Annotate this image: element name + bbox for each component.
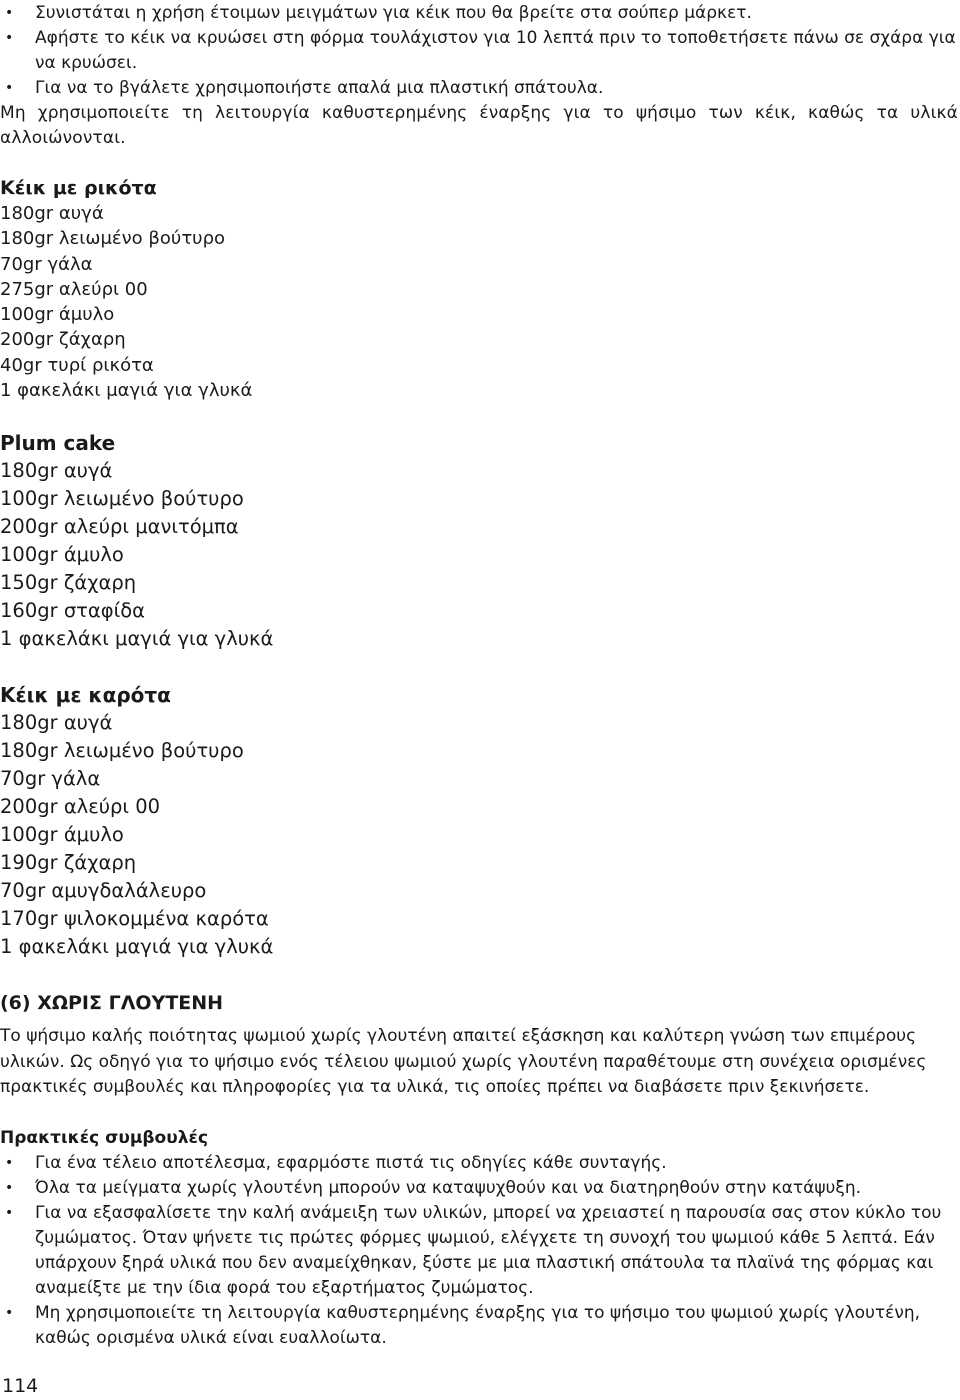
list-item: • Μη χρησιμοποιείτε τη λειτουργία καθυστερημένης έναρξης για το ψήσιμο του ψωμιού χωρίς γλουτένη, καθώς ορισμένα υλικά είναι ευαλλοίωτα.	[0, 1301, 958, 1351]
practical-tips-list	[0, 1151, 958, 1351]
ingredient-item: 70gr γάλα	[0, 767, 101, 790]
list-item: • Όλα τα μείγματα χωρίς γλουτένη μπορούν να καταψυχθούν και να διατηρηθούν στην κατάψυξη.	[0, 1176, 958, 1201]
recipe-title: Plum cake	[0, 431, 116, 455]
ingredient-item: 1 φακελάκι μαγιά για γλυκά	[0, 380, 253, 402]
section-intro: Το ψήσιμο καλής ποιότητας ψωμιού χωρίς γλουτένη απαιτεί εξάσκηση και καλύτερη γνώση των επιμέρους υλικών. Ως οδηγό για το ψήσιμο ενός τέλειου ψωμιού χωρίς γλουτένη παραθέτουμε στη συνέχεια ορισμένες πρακτικές συμβουλές και πληροφορίες για τα υλικά, τις οποίες πρέπει να διαβάσετε πριν ξεκινήσετε.	[0, 1026, 927, 1097]
ingredient-item: 150gr ζάχαρη	[0, 571, 137, 594]
list-item: • Αφήστε το κέικ να κρυώσει στη φόρμα τουλάχιστον για 10 λεπτά πριν το τοποθετήσετε πάνω σε σχάρα για να κρυώσει.	[0, 26, 958, 76]
ingredient-item: 200gr αλεύρι μανιτόμπα	[0, 515, 239, 538]
ingredient-item: 100gr άμυλο	[0, 823, 124, 846]
ingredient-item: 100gr λειωμένο βούτυρο	[0, 487, 244, 510]
list-item: • Για να το βγάλετε χρησιμοποιήστε απαλά μια πλαστική σπάτουλα.	[0, 76, 958, 101]
list-item: • Για να εξασφαλίσετε την καλή ανάμειξη των υλικών, μπορεί να χρειαστεί η παρουσία σας στον κύκλο του ζυμώματος. Όταν ψήνετε τις πρώτες φόρμες ψωμιού, ελέγχετε τη συνοχή του ψωμιού κάθε 5 λεπτά. Εάν υπάρχουν ξηρά υλικά που δεν αναμείχθηκαν, ξύστε με μια πλαστική σπάτουλα τα πλαϊνά της φόρμας και αναμείξτε με την ίδια φορά του εξαρτήματος ζυμώματος.	[0, 1201, 958, 1301]
ingredient-item: 200gr αλεύρι 00	[0, 795, 161, 818]
ingredient-item: 180gr αυγά	[0, 203, 104, 224]
ingredient-item: 70gr γάλα	[0, 253, 93, 275]
ingredient-item: 40gr τυρί ρικότα	[0, 354, 154, 376]
recipe-carrot-cake	[0, 681, 600, 961]
section-title: (6) ΧΩΡΙΣ ΓΛΟΥΤΕΝΗ	[0, 992, 224, 1014]
tips-heading: Πρακτικές συμβουλές	[0, 1128, 209, 1148]
ingredient-item: 1 φακελάκι μαγιά για γλυκά	[0, 935, 274, 958]
recipe-title: Κέικ με καρότα	[0, 683, 171, 707]
recipe-plum-cake	[0, 429, 600, 653]
recipe-ricotta-cake	[0, 175, 600, 403]
ingredient-item: 100gr άμυλο	[0, 304, 115, 326]
ingredient-item: 70gr αμυγδαλάλευρο	[0, 879, 207, 902]
ingredient-item: 1 φακελάκι μαγιά για γλυκά	[0, 627, 274, 650]
ingredient-item: 180gr λειωμένο βούτυρο	[0, 739, 244, 762]
ingredient-item: 190gr ζάχαρη	[0, 851, 137, 874]
cake-delay-note: Μη χρησιμοποιείτε τη λειτουργία καθυστερημένης έναρξης για το ψήσιμο των κέικ, καθώς τα υλικά αλλοιώνονται.	[0, 103, 958, 148]
ingredient-list	[0, 201, 600, 403]
ingredient-item: 180gr αυγά	[0, 711, 113, 734]
recipe-title: Κέικ με ρικότα	[0, 177, 157, 199]
ingredient-item: 100gr άμυλο	[0, 543, 124, 566]
page-number: 114	[2, 1375, 39, 1397]
ingredient-item: 160gr σταφίδα	[0, 599, 146, 622]
ingredient-item: 200gr ζάχαρη	[0, 329, 126, 351]
ingredient-list	[0, 457, 600, 653]
ingredient-item: 180gr αυγά	[0, 459, 113, 482]
ingredient-item: 180gr λειωμένο βούτυρο	[0, 228, 226, 250]
list-item: • Συνιστάται η χρήση έτοιμων μειγμάτων για κέικ που θα βρείτε στα σούπερ μάρκετ.	[0, 1, 958, 26]
ingredient-item: 275gr αλεύρι 00	[0, 278, 148, 300]
ingredient-list	[0, 709, 600, 961]
list-item: • Για ένα τέλειο αποτέλεσμα, εφαρμόστε πιστά τις οδηγίες κάθε συνταγής.	[0, 1151, 958, 1176]
ingredient-item: 170gr ψιλοκομμένα καρότα	[0, 907, 269, 930]
cake-tips-list	[0, 1, 958, 101]
